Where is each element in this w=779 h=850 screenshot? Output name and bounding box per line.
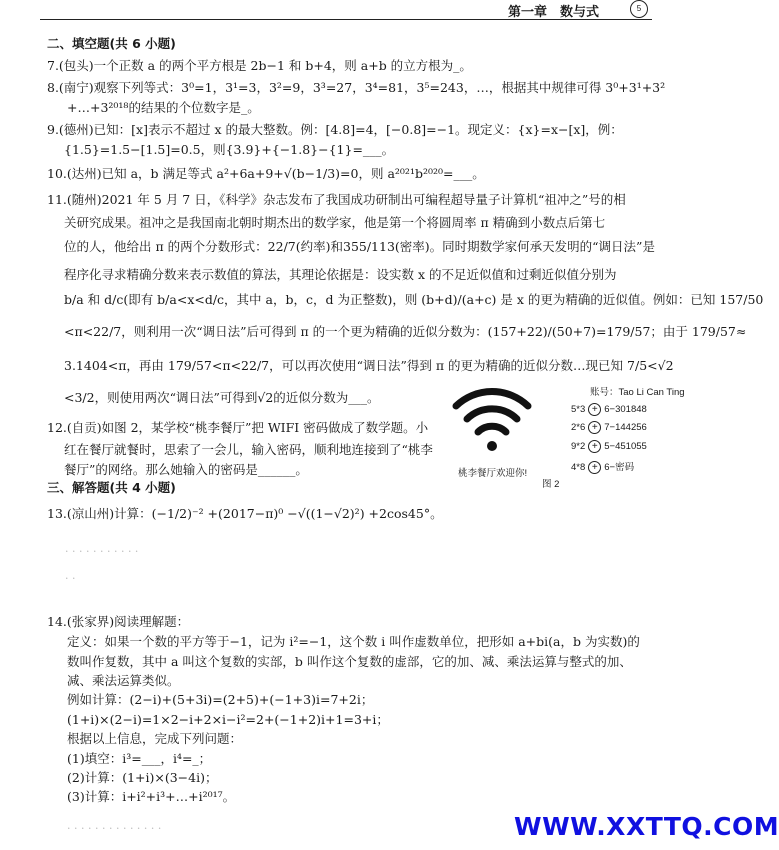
password-row-1: 5*3 + 6−301848: [571, 404, 647, 416]
q11-line-3: 位的人，他给出 π 的两个分数形式：22/7(约率)和355/113(密率)。同时期数学家何承天发明的“调日法”是: [64, 239, 655, 254]
password-row-4: 4*8 + 6−密码: [571, 461, 635, 473]
q9-line-2: {1.5}=1.5−[1.5]=0.5，则{3.9}+{−1.8}−{1}=___。: [64, 142, 395, 157]
q11-line-6: <π<22/7，则利用一次“调日法”后可得到 π 的一个更为精确的近似分数为：(157+22)/(50+7)=179/57；由于 179/57≈: [64, 324, 747, 339]
q14-example-2: (1+i)×(2−i)=1×2−i+2×i−i²=2+(−1+2)i+1=3+i；: [67, 712, 389, 727]
q9-line-1: 9.(德州)已知：[x]表示不超过 x 的最大整数。例：[4.8]=4，[−0.8]=−1。现定义：{x}=x−[x]，例：: [47, 122, 623, 137]
q11-line-1: 11.(随州)2021 年 5 月 7 日，《科学》杂志发布了我国成功研制出可编程超导量子计算机“祖冲之”号的相: [47, 192, 626, 207]
q14-title: 14.(张家界)阅读理解题：: [47, 614, 190, 629]
q14-example-1: 例如计算：(2−i)+(5+3i)=(2+5)+(−1+3)i=7+2i；: [67, 692, 374, 707]
section-title-fill-in: 二、填空题(共 6 小题): [47, 36, 176, 51]
wifi-figure: [450, 384, 685, 490]
q12-line-2: 红在餐厅就餐时，思索了一会儿，输入密码，顺利地连接到了“桃李: [64, 442, 433, 457]
q11-line-8: <3/2，则使用两次“调日法”可得到√2的近似分数为___。: [64, 390, 380, 405]
q11-line-7: 3.1404<π，再由 179/57<π<22/7，可以再次使用“调日法”得到 π 的更为精确的近似分数…现已知 7/5<√2: [64, 358, 674, 373]
q14-part-3: (3)计算：i+i²+i³+…+i²⁰¹⁷。: [67, 789, 236, 804]
password-row-3: 9*2 + 5−451055: [571, 441, 647, 453]
q11-line-2: 关研究成果。祖冲之是我国南北朝时期杰出的数学家，他是第一个将圆周率 π 精确到小数点后第七: [64, 215, 606, 230]
q13-line: 13.(凉山州)计算：(−1/2)⁻² +(2017−π)⁰ −√((1−√2)²) +2cos45°。: [47, 506, 443, 521]
q8-line-1: 8.(南宁)观察下列等式：3⁰=1，3¹=3，3²=9，3³=27，3⁴=81，3⁵=243，…，根据其中规律可得 3⁰+3¹+3²: [47, 80, 666, 95]
password-row-2: 2*6 + 7−144256: [571, 422, 647, 434]
section-title-answer: 三、解答题(共 4 小题): [47, 480, 176, 495]
q14-line-2: 数叫作复数，其中 a 叫这个复数的实部，b 叫作这个复数的虚部，它的加、减、乘法运算与整式的加、: [67, 654, 632, 669]
q7-line: 7.(包头)一个正数 a 的两个平方根是 2b−1 和 b+4，则 a+b 的立方根为_。: [47, 58, 472, 73]
watermark: WWW.XXTTQ.COM: [514, 812, 779, 841]
wifi-icon: [450, 384, 534, 456]
faded-bleed-mark: · · · · · · · · · · · · · ·: [67, 822, 162, 835]
page-badge-icon: 5: [630, 0, 648, 18]
q11-line-4: 程序化寻求精确分数来表示数值的算法，其理论依据是：设实数 x 的不足近似值和过剩近似值分别为: [64, 267, 617, 282]
q8-line-2: +…+3²⁰¹⁸的结果的个位数字是_。: [67, 100, 260, 115]
faded-bleed-mark: · ·: [65, 572, 76, 585]
q14-line-3: 减、乘法运算类似。: [67, 673, 180, 688]
q14-part-2: (2)计算：(1+i)×(3−4i)；: [67, 770, 218, 785]
chapter-title: 第一章 数与式: [508, 5, 600, 20]
wifi-welcome: 桃李餐厅欢迎你!: [458, 468, 528, 479]
q10-line: 10.(达州)已知 a，b 满足等式 a²+6a+9+√(b−1/3)=0，则 a²⁰²¹b²⁰²⁰=___。: [47, 166, 485, 181]
q14-part-1: (1)填空：i³=___，i⁴=_；: [67, 751, 212, 766]
q12-line-3: 餐厅”的网络。那么她输入的密码是______。: [64, 462, 308, 477]
q14-line-1: 定义：如果一个数的平方等于−1，记为 i²=−1，这个数 i 叫作虚数单位，把形如 a+bi(a，b 为实数)的: [67, 634, 640, 649]
header-rule: [40, 19, 652, 20]
q14-prompt: 根据以上信息，完成下列问题：: [67, 731, 243, 746]
figure-label: 图 2: [542, 479, 560, 490]
wifi-account: 账号：Tao Li Can Ting: [590, 387, 685, 398]
q12-line-1: 12.(自贡)如图 2，某学校“桃李餐厅”把 WIFI 密码做成了数学题。小: [47, 420, 429, 435]
faded-bleed-mark: · · · · · · · · · · ·: [65, 545, 139, 558]
q11-line-5: b/a 和 d/c(即有 b/a<x<d/c，其中 a，b，c，d 为正整数)，则 (b+d)/(a+c) 是 x 的更为精确的近似值。例如：已知 157/50: [64, 292, 764, 307]
